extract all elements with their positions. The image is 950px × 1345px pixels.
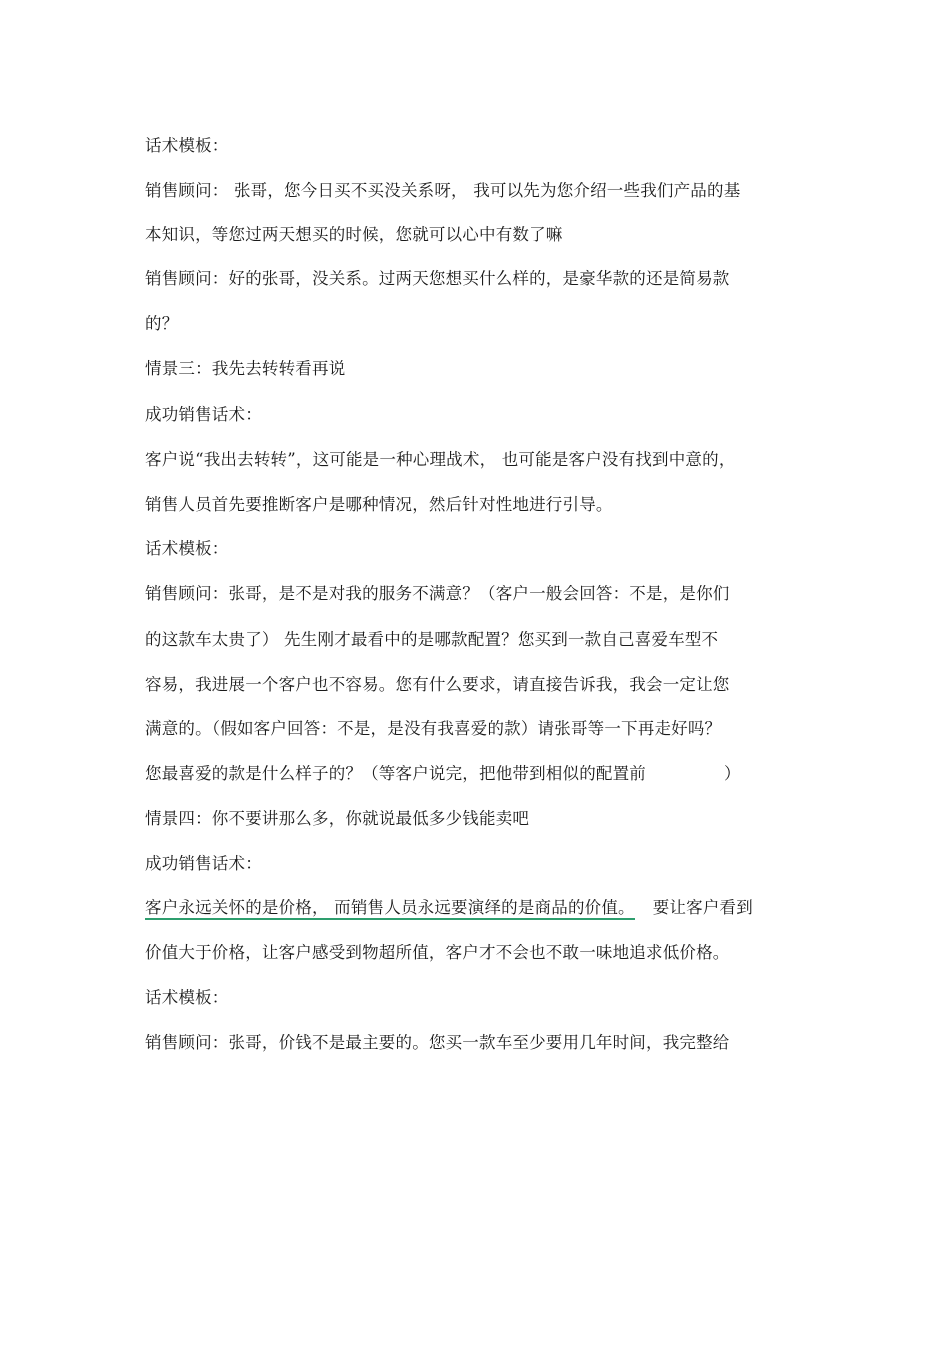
highlighted-sentence: 客户永远关怀的是价格， 而销售人员永远要演绎的是商品的价值。 [145,898,635,920]
text-line: 要让客户看到 [652,898,753,917]
text-line: 销售顾问： 张哥，您今日买不买没关系呀， 我可以先为您介绍一些我们产品的基 [145,181,741,200]
text-line: 容易，我进展一个客户也不容易。您有什么要求，请直接告诉我，我会一定让您 [145,675,730,694]
text-line: 的？ [145,314,179,333]
text-line: 情景三：我先去转转看再说 [145,359,346,378]
text-line: 成功销售话术： [145,854,262,873]
text-line: 话术模板： [145,988,229,1007]
highlighted-text-line [145,897,753,919]
text-line: 您最喜爱的款是什么样子的？（等客户说完，把他带到相似的配置前 [145,764,646,783]
text-line: 情景四：你不要讲那么多，你就说最低多少钱能卖吧 [145,809,530,828]
text-line: 满意的。（假如客户回答：不是，是没有我喜爱的款）请张哥等一下再走好吗？ [145,719,722,738]
text-line: 客户说“我出去转转”，这可能是一种心理战术， 也可能是客户没有找到中意的， [145,450,736,469]
text-line: 的这款车太贵了） 先生刚才最看中的是哪款配置？您买到一款自己喜爱车型不 [145,630,719,649]
text-line-with-paren [145,763,741,785]
text-line: 价值大于价格，让客户感受到物超所值，客户才不会也不敢一味地追求低价格。 [145,943,730,962]
text-line: 销售顾问：好的张哥，没关系。过两天您想买什么样的，是豪华款的还是简易款 [145,269,730,288]
text-line: 话术模板： [145,539,229,558]
text-line: 本知识，等您过两天想买的时候，您就可以心中有数了嘛 [145,225,563,244]
text-line: 销售人员首先要推断客户是哪种情况，然后针对性地进行引导。 [145,495,613,514]
text-line: 话术模板： [145,136,229,155]
text-line: 销售顾问：张哥，价钱不是最主要的。您买一款车至少要用几年时间，我完整给 [145,1033,730,1052]
text-line: 销售顾问：张哥，是不是对我的服务不满意？（客户一般会回答：不是，是你们 [145,584,730,603]
text-line: 成功销售话术： [145,405,262,424]
closing-paren: ） [724,764,741,783]
